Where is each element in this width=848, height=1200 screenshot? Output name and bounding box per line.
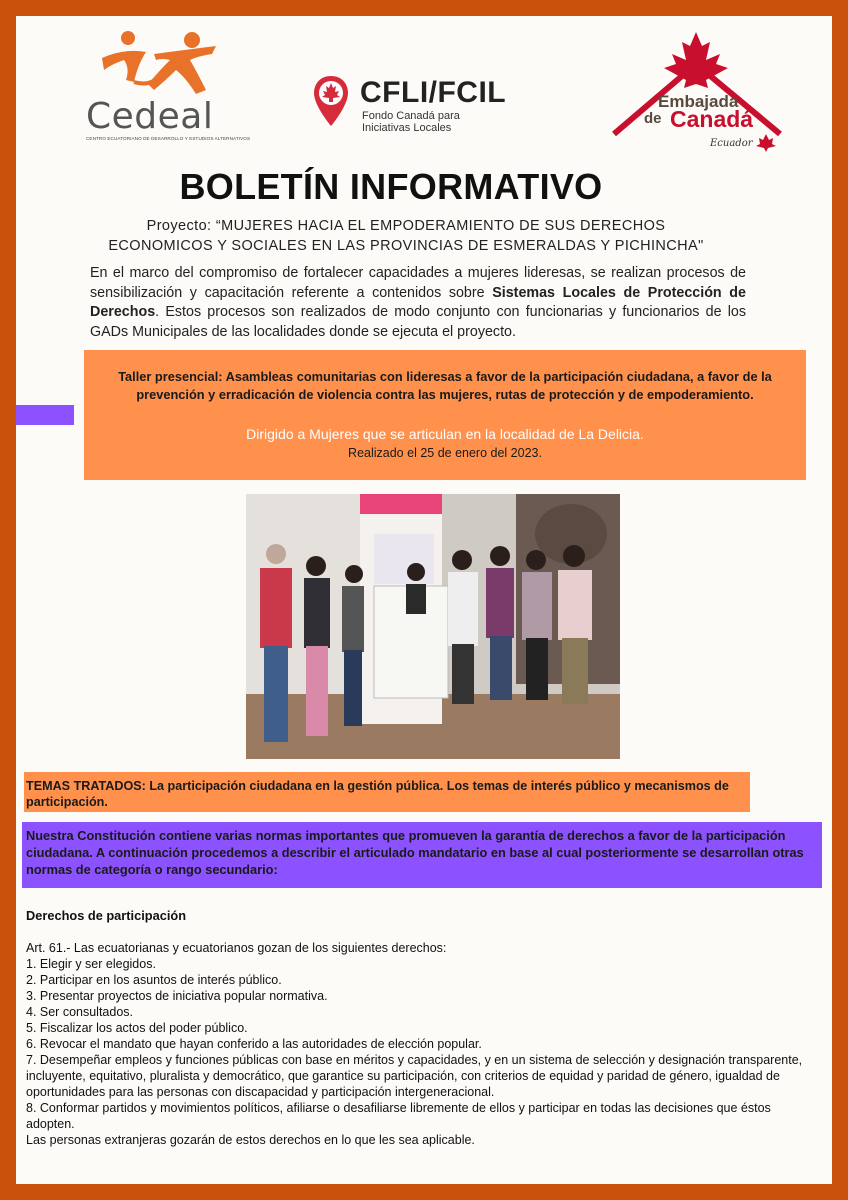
article-61 [26,940,816,1148]
canada-line3: Canadá [670,106,754,132]
event-date: Realizado el 25 de enero del 2023. [348,446,542,460]
workshop-description: Taller presencial: Asambleas comunitarias con lideresas a favor de la participación ciudadana, a favor de la prevención y erradicación de violencia contra las mujeres, rutas de protección y de empoderamiento. [118,369,772,402]
article-item-8: 8. Conformar partidos y movimientos políticos, afiliarse o desafiliarse libremente de ellos y participar en todas las decisiones que éstos adopten. [26,1101,771,1131]
cedeal-subtitle: CENTRO ECUATORIANO DE DESARROLLO Y ESTUDIOS ALTERNATIVOS [86,136,251,141]
article-intro: Art. 61.- Las ecuatorianas y ecuatorianos gozan de los siguientes derechos: [26,941,447,955]
intro-text-before: En el marco del compromiso de fortalecer capacidades a mujeres lideresas, se realizan procesos de sensibilización y capacitación referente a contenidos sobre [90,265,746,301]
project-name [96,216,716,256]
intro-text-after: . Estos procesos son realizados de modo conjunto con funcionarias y funcionarios de los GADs Municipales de las localidades donde se ejecuta el proyecto. [90,304,746,340]
canada-line4: Ecuador [710,138,753,149]
topics-text: TEMAS TRATADOS: La participación ciudadana en la gestión pública. Los temas de interés público y mecanismos de participación. [26,779,729,809]
cedeal-name: Cedeal [86,96,214,137]
article-item-6: 6. Revocar el mandato que hayan conferido a las autoridades de elección popular. [26,1037,482,1051]
workshop-group-photo [246,494,620,759]
constitution-text: Nuestra Constitución contiene varias normas importantes que promueven la garantía de derechos a favor de la participación ciudadana. A continuación procedemos a describir el articulado mandatario en base al cual posteriormente se desarrollan otras normas de categoría o rango secundario: [26,828,804,877]
embajada-canada-logo [606,30,788,158]
constitution-box [22,822,822,888]
purple-accent-tab [16,405,74,425]
article-item-3: 3. Presentar proyectos de iniciativa popular normativa. [26,989,328,1003]
group-photo [246,494,620,759]
article-item-4: 4. Ser consultados. [26,1005,134,1019]
topics-box [24,772,750,812]
article-item-1: 1. Elegir y ser elegidos. [26,957,156,971]
article-closing: Las personas extranjeras gozarán de estos derechos en lo que les sea aplicable. [26,1133,475,1147]
cedeal-figures-icon [94,30,224,100]
article-item-5: 5. Fiscalizar los actos del poder público. [26,1021,248,1035]
audience-text: Dirigido a Mujeres que se articulan en la localidad de La Delicia. [246,426,644,442]
cfli-title: CFLI/FCIL [360,76,507,109]
cfli-subtitle-line1: Fondo Canadá para [362,110,460,122]
cfli-logo [304,74,566,132]
article-item-7: 7. Desempeñar empleos y funciones públicas con base en méritos y capacidades, y en un sistema de selección y designación transparente, incluyente, equitativo, pluralista y democrático, que garantice su participación, con criterios de equidad y paridad de género, igualdad de oportunidades para las personas con discapacidad y participación intergeneracional. [26,1053,803,1099]
article-item-2: 2. Participar en los asuntos de interés público. [26,973,282,987]
page-title: BOLETÍN INFORMATIVO [179,166,603,207]
bulletin-page [16,16,832,1184]
intro-paragraph [90,264,746,342]
cfli-subtitle-line2: Iniciativas Locales [362,122,452,134]
canada-line1: Embajada [658,92,739,111]
cedeal-logo [84,30,251,142]
maple-leaf-pin-icon [312,74,350,128]
canada-line2: de [644,110,662,127]
rights-section-title: Derechos de participación [26,908,187,923]
project-line1: Proyecto: “MUJERES HACIA EL EMPODERAMIENTO DE SUS DERECHOS [146,218,666,234]
project-line2: ECONOMICOS Y SOCIALES EN LAS PROVINCIAS DE ESMERALDAS Y PICHINCHA" [108,238,704,254]
event-panel [84,350,806,480]
intro-text-bold: Sistemas Locales de Protección de Derechos [90,284,746,320]
